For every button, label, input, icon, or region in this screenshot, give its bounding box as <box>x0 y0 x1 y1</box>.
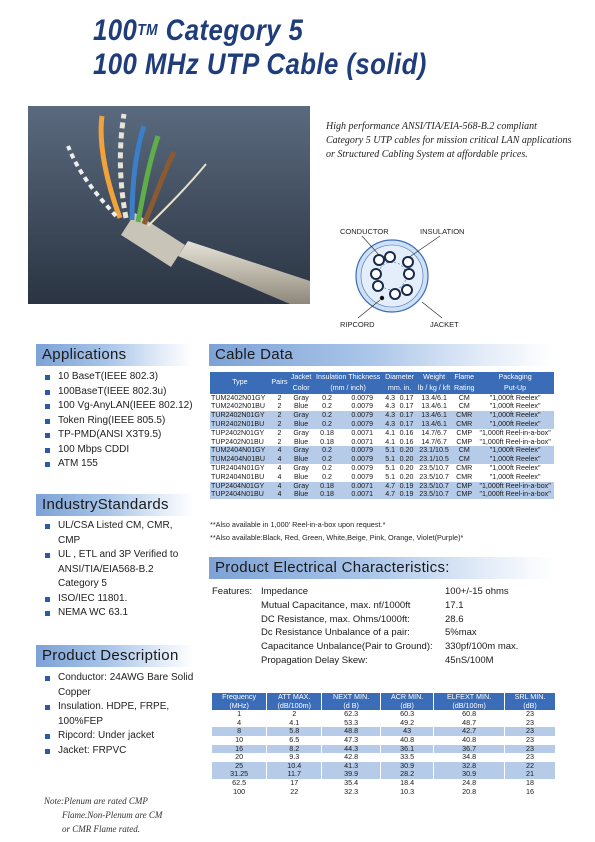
cell-type: TUP2404N01BU <box>210 490 270 499</box>
application-item: Token Ring(IEEE 805.5) <box>44 414 204 429</box>
label-jacket: JACKET <box>430 320 459 329</box>
cell-att: 2 <box>267 710 322 719</box>
cell-flame: CM <box>452 402 476 411</box>
cell-color: Blue <box>289 455 313 464</box>
cell-f: 16 <box>212 745 267 754</box>
cell-flame: CMR <box>452 411 476 420</box>
electrical-label: Dc Resistance Unbalance of a pair: <box>261 627 410 639</box>
cell-next: 41.3 <box>322 762 381 771</box>
cable-data-header-row: Type Pairs Jacket Insulation Thickness Diameter Weight Flame Packaging <box>210 372 554 383</box>
cell-acr: 28.2 <box>381 770 434 779</box>
cell-dia-mm: 4.3 <box>383 420 397 429</box>
features-label: Features: <box>212 586 253 597</box>
cell-elfext: 30.9 <box>434 770 505 779</box>
electrical-label: Capacitance Unbalance(Pair to Ground): <box>261 641 433 653</box>
product-item: Ripcord: Under jacket <box>44 729 194 744</box>
cell-type: TUM2404N01GY <box>210 446 270 455</box>
cell-pack: "1,000ft Reelex" <box>476 464 554 473</box>
cell-dia-mm: 5.1 <box>383 455 397 464</box>
cell-weight: 23.1/10.5 <box>416 446 452 455</box>
cell-dia-mm: 5.1 <box>383 464 397 473</box>
cell-next: 44.3 <box>322 745 381 754</box>
cell-srl: 23 <box>505 745 556 754</box>
cell-type: TUR2404N01BU <box>210 473 270 482</box>
product-description-heading: Product Description <box>36 645 194 667</box>
cell-dia-in: 0.20 <box>397 446 416 455</box>
cell-type: TUR2402N01BU <box>210 420 270 429</box>
application-item: 100BaseT(IEEE 802.3u) <box>44 385 204 400</box>
table-row <box>212 745 556 754</box>
product-item: Conductor: 24AWG Bare Solid Copper <box>44 671 194 700</box>
cell-pack: "1,000ft Reelex" <box>476 420 554 429</box>
cell-weight: 23.5/10.7 <box>416 490 452 499</box>
cell-ins-mm: 0.18 <box>313 438 341 447</box>
cable-data-footnote-1: **Also available in 1,000' Reel-in-a-box upon request.* <box>210 520 386 529</box>
cell-pack: "1,000ft Reel-in-a-box" <box>476 490 554 499</box>
cell-elfext: 60.8 <box>434 710 505 719</box>
cell-ins-mm: 0.2 <box>313 402 341 411</box>
label-ripcord: RIPCORD <box>340 320 375 329</box>
cell-next: 32.3 <box>322 788 381 797</box>
cell-color: Gray <box>289 482 313 491</box>
title-line-2: 100 MHz UTP Cable (solid) <box>93 48 427 81</box>
table-row <box>210 455 554 464</box>
table-row <box>212 770 556 779</box>
table-row <box>210 394 554 403</box>
cell-att: 9.3 <box>267 753 322 762</box>
cell-pairs: 4 <box>270 473 289 482</box>
cell-flame: CM <box>452 446 476 455</box>
cell-flame: CM <box>452 394 476 403</box>
cell-ins-in: 0.0079 <box>341 455 383 464</box>
cell-color: Blue <box>289 490 313 499</box>
cable-data-heading: Cable Data <box>209 344 553 366</box>
cell-color: Gray <box>289 464 313 473</box>
table-row <box>212 719 556 728</box>
cell-type: TUR2404N01GY <box>210 464 270 473</box>
label-conductor: CONDUCTOR <box>340 227 389 236</box>
cell-elfext: 48.7 <box>434 719 505 728</box>
cell-dia-in: 0.20 <box>397 455 416 464</box>
cell-ins-in: 0.0071 <box>341 438 383 447</box>
cell-pack: "1,000ft Reelex" <box>476 473 554 482</box>
cell-weight: 13.4/6.1 <box>416 394 452 403</box>
cell-color: Gray <box>289 446 313 455</box>
cell-pairs: 2 <box>270 394 289 403</box>
attenuation-table: Frequency ATT MAX. NEXT MIN. ACR MIN. ELFEXT MIN. SRL MIN. (MHz) (dB/100m) (d B) (dB) (dB/100m) (dB) 1 2 62.3 60.3 60.8 23 4 4.1 53.3 49.2 48.7 23 8 5.8 48.8 43 42.7 23 10 6.5 47.3 40.8 40.8 23 16 8.2 44.3 36.1 36.7 23 20 9.3 42.8 33.5 34.8 23 25 10.4 41.3 30.9 32.8 22 31.25 11.7 39.9 28.2 30.9 21 62.5 17 35.4 18.4 24.8 18 100 22 32.3 10.3 20.8 16 <box>212 693 556 796</box>
plenum-note: Note:Plenum are rated CMP Flame.Non-Plenum are CM or CMR Flame rated. <box>44 796 163 834</box>
cell-ins-in: 0.0079 <box>341 464 383 473</box>
table-row <box>212 788 556 797</box>
cell-pairs: 4 <box>270 455 289 464</box>
cell-dia-mm: 4.7 <box>383 482 397 491</box>
cell-ins-mm: 0.2 <box>313 394 341 403</box>
cell-dia-mm: 4.7 <box>383 490 397 499</box>
cell-f: 31.25 <box>212 770 267 779</box>
cell-elfext: 32.8 <box>434 762 505 771</box>
application-item: TP-PMD(ANSI X3T9.5) <box>44 428 204 443</box>
cell-dia-mm: 4.3 <box>383 411 397 420</box>
electrical-value: 330pf/100m max. <box>445 641 519 653</box>
cell-ins-in: 0.0079 <box>341 394 383 403</box>
cell-dia-in: 0.19 <box>397 482 416 491</box>
cell-flame: CM <box>452 455 476 464</box>
electrical-value: 5%max <box>445 627 477 639</box>
cell-ins-in: 0.0079 <box>341 473 383 482</box>
cell-elfext: 42.7 <box>434 727 505 736</box>
cable-data-footnote-2: **Also available:Black, Red, Green, White,Beige, Pink, Orange, Violet(Purple)* <box>210 533 464 542</box>
cell-dia-mm: 4.1 <box>383 429 397 438</box>
cell-att: 6.5 <box>267 736 322 745</box>
cell-srl: 23 <box>505 753 556 762</box>
cell-acr: 30.9 <box>381 762 434 771</box>
cable-cross-section-diagram <box>322 222 472 332</box>
cell-weight: 23.5/10.7 <box>416 482 452 491</box>
electrical-label: Mutual Capacitance, max. nf/1000ft <box>261 599 411 611</box>
cell-ins-in: 0.0079 <box>341 420 383 429</box>
table-row <box>212 762 556 771</box>
standards-heading: IndustryStandards <box>36 494 194 516</box>
table-row <box>210 438 554 447</box>
cell-srl: 18 <box>505 779 556 788</box>
cell-srl: 23 <box>505 710 556 719</box>
cell-color: Blue <box>289 438 313 447</box>
cell-dia-in: 0.17 <box>397 411 416 420</box>
cell-pack: "1,000ft Reel-in-a-box" <box>476 482 554 491</box>
applications-heading: Applications <box>36 344 192 366</box>
table-row <box>210 446 554 455</box>
cell-att: 5.8 <box>267 727 322 736</box>
cell-dia-mm: 4.1 <box>383 438 397 447</box>
cell-weight: 14.7/6.7 <box>416 438 452 447</box>
intro-text: High performance ANSI/TIA/EIA-568-B.2 compliant Category 5 UTP cables for mission critical LAN applications or Structured Cabling System at affordable prices. <box>326 121 572 160</box>
cell-dia-in: 0.20 <box>397 473 416 482</box>
cell-type: TUM2402N01GY <box>210 394 270 403</box>
cell-flame: CMP <box>452 482 476 491</box>
cell-pack: "1,000ft Reelex" <box>476 455 554 464</box>
table-row <box>212 727 556 736</box>
cell-next: 35.4 <box>322 779 381 788</box>
cell-srl: 23 <box>505 736 556 745</box>
cell-weight: 23.1/10.5 <box>416 455 452 464</box>
cell-f: 25 <box>212 762 267 771</box>
cell-elfext: 24.8 <box>434 779 505 788</box>
cell-srl: 16 <box>505 788 556 797</box>
cell-dia-in: 0.17 <box>397 420 416 429</box>
cell-att: 8.2 <box>267 745 322 754</box>
cell-pairs: 4 <box>270 490 289 499</box>
cell-color: Gray <box>289 429 313 438</box>
cell-ins-in: 0.0071 <box>341 490 383 499</box>
cell-pairs: 4 <box>270 446 289 455</box>
cell-dia-in: 0.20 <box>397 464 416 473</box>
cell-flame: CMP <box>452 429 476 438</box>
cell-att: 11.7 <box>267 770 322 779</box>
table-row <box>210 411 554 420</box>
cell-pack: "1,000ft Reelex" <box>476 394 554 403</box>
applications-list <box>44 370 204 472</box>
standards-list <box>44 519 194 621</box>
cell-elfext: 20.8 <box>434 788 505 797</box>
cell-att: 4.1 <box>267 719 322 728</box>
cell-elfext: 34.8 <box>434 753 505 762</box>
cell-ins-in: 0.0071 <box>341 429 383 438</box>
cell-f: 62.5 <box>212 779 267 788</box>
cell-pairs: 2 <box>270 438 289 447</box>
cell-dia-mm: 5.1 <box>383 473 397 482</box>
table-row <box>210 473 554 482</box>
application-item: ATM 155 <box>44 457 204 472</box>
cell-ins-mm: 0.18 <box>313 482 341 491</box>
cell-color: Blue <box>289 402 313 411</box>
cell-pairs: 2 <box>270 411 289 420</box>
cell-ins-in: 0.0079 <box>341 446 383 455</box>
cell-pairs: 4 <box>270 464 289 473</box>
cell-flame: CMP <box>452 438 476 447</box>
cell-acr: 60.3 <box>381 710 434 719</box>
table-row <box>210 482 554 491</box>
cell-f: 10 <box>212 736 267 745</box>
cell-color: Gray <box>289 411 313 420</box>
table-row <box>212 710 556 719</box>
cell-color: Blue <box>289 420 313 429</box>
cell-weight: 13.4/6.1 <box>416 420 452 429</box>
cell-acr: 33.5 <box>381 753 434 762</box>
cell-color: Gray <box>289 394 313 403</box>
electrical-value: 17.1 <box>445 599 464 611</box>
cell-weight: 23.5/10.7 <box>416 473 452 482</box>
table-row <box>210 490 554 499</box>
cell-type: TUR2402N01GY <box>210 411 270 420</box>
cell-weight: 23.5/10.7 <box>416 464 452 473</box>
cell-color: Blue <box>289 473 313 482</box>
cell-f: 4 <box>212 719 267 728</box>
cell-next: 47.3 <box>322 736 381 745</box>
cell-type: TUP2404N01GY <box>210 482 270 491</box>
cell-dia-mm: 4.3 <box>383 394 397 403</box>
cell-pack: "1,000ft Reelex" <box>476 446 554 455</box>
cell-acr: 40.8 <box>381 736 434 745</box>
cell-srl: 23 <box>505 719 556 728</box>
attenuation-header-row: Frequency ATT MAX. NEXT MIN. ACR MIN. ELFEXT MIN. SRL MIN. <box>212 693 556 702</box>
electrical-label: Impedance <box>261 586 309 597</box>
cell-pack: "1,000ft Reelex" <box>476 411 554 420</box>
cell-type: TUP2402N01GY <box>210 429 270 438</box>
cell-elfext: 40.8 <box>434 736 505 745</box>
cell-type: TUM2402N01BU <box>210 402 270 411</box>
table-row <box>212 753 556 762</box>
cell-flame: CMR <box>452 473 476 482</box>
cell-ins-mm: 0.2 <box>313 455 341 464</box>
table-row <box>210 402 554 411</box>
cell-ins-mm: 0.2 <box>313 464 341 473</box>
electrical-label: Propagation Delay Skew: <box>261 655 368 666</box>
cell-type: TUP2402N01BU <box>210 438 270 447</box>
cell-f: 8 <box>212 727 267 736</box>
cable-data-table: Type Pairs Jacket Insulation Thickness Diameter Weight Flame Packaging Color (mm / inch) mm. in. lb / kg / kft Rating Put-Up TUM2402N01GY 2 Gray 0.2 0.0079 4.3 0.17 13.4/6.1 CM "1,000ft Reelex" TUM2402N01BU 2 Blue 0.2 0.0079 4.3 0.17 13.4/6.1 CM "1,000ft Reelex" TUR2402N01GY 2 Gray 0.2 0.0079 4.3 0.17 13.4/6.1 CMR "1,000ft Reelex" TUR2402N01BU 2 Blue 0.2 0.0079 4.3 0.17 13.4/6.1 CMR "1,000ft Reelex" TUP2402N01GY 2 Gray 0.18 0.0071 4.1 0.16 14.7/6.7 CMP "1,000ft Reel-in-a-box" TUP2402N01BU 2 Blue 0.18 0.0071 4.1 0.16 14.7/6.7 CMP "1,000ft Reel-in-a-box" TUM2404N01GY 4 Gray 0.2 0.0079 5.1 0.20 23.1/10.5 CM "1,000ft Reelex" TUM2404N01BU 4 Blue 0.2 0.0079 5.1 0.20 23.1/10.5 CM "1,000ft Reelex" TUR2404N01GY 4 Gray 0.2 0.0079 5.1 0.20 23.5/10.7 CMR "1,000ft Reelex" TUR2404N01BU 4 Blue 0.2 0.0079 5.1 0.20 23.5/10.7 CMR "1,000ft Reelex" TUP2404N01GY 4 Gray 0.18 0.0071 4.7 0.19 23.5/10.7 CMP "1,000ft Reel-in-a-box" TUP2404N01BU 4 Blue 0.18 0.0071 4.7 0.19 23.5/10.7 CMP "1,000ft Reel-in-a-box" <box>210 372 554 499</box>
cell-acr: 49.2 <box>381 719 434 728</box>
application-item: 100 Mbps CDDI <box>44 443 204 458</box>
cell-flame: CMR <box>452 464 476 473</box>
cell-dia-mm: 5.1 <box>383 446 397 455</box>
cell-dia-in: 0.19 <box>397 490 416 499</box>
cell-acr: 10.3 <box>381 788 434 797</box>
product-description-list <box>44 671 194 758</box>
table-row <box>210 464 554 473</box>
cell-weight: 14.7/6.7 <box>416 429 452 438</box>
title-line-1: 100™ Category 5 <box>93 14 304 47</box>
cell-weight: 13.4/6.1 <box>416 411 452 420</box>
cell-f: 20 <box>212 753 267 762</box>
cell-type: TUM2404N01BU <box>210 455 270 464</box>
cell-flame: CMP <box>452 490 476 499</box>
application-item: 100 Vg-AnyLAN(IEEE 802.12) <box>44 399 204 414</box>
cell-weight: 13.4/6.1 <box>416 402 452 411</box>
cell-ins-mm: 0.2 <box>313 473 341 482</box>
cell-ins-mm: 0.18 <box>313 429 341 438</box>
cell-dia-in: 0.17 <box>397 394 416 403</box>
cell-ins-mm: 0.2 <box>313 420 341 429</box>
cell-next: 39.9 <box>322 770 381 779</box>
cell-next: 62.3 <box>322 710 381 719</box>
cell-att: 22 <box>267 788 322 797</box>
standard-item: UL/CSA Listed CM, CMR, CMP <box>44 519 194 548</box>
electrical-value: 28.6 <box>445 613 464 625</box>
cell-flame: CMR <box>452 420 476 429</box>
cell-pairs: 2 <box>270 402 289 411</box>
electrical-value: 100+/-15 ohms <box>445 586 509 597</box>
cell-pairs: 2 <box>270 420 289 429</box>
cell-pack: "1,000ft Reel-in-a-box" <box>476 429 554 438</box>
cell-ins-mm: 0.2 <box>313 411 341 420</box>
cell-srl: 23 <box>505 727 556 736</box>
cell-pairs: 2 <box>270 429 289 438</box>
cell-srl: 21 <box>505 770 556 779</box>
cell-f: 1 <box>212 710 267 719</box>
electrical-heading: Product Electrical Characteristics: <box>209 557 553 579</box>
cell-next: 53.3 <box>322 719 381 728</box>
cell-next: 42.8 <box>322 753 381 762</box>
cell-ins-mm: 0.18 <box>313 490 341 499</box>
cell-srl: 22 <box>505 762 556 771</box>
cell-next: 48.8 <box>322 727 381 736</box>
table-row <box>210 420 554 429</box>
standard-item: NEMA WC 63.1 <box>44 606 194 621</box>
table-row <box>212 779 556 788</box>
cell-pairs: 4 <box>270 482 289 491</box>
label-insulation: INSULATION <box>420 227 465 236</box>
table-row <box>210 429 554 438</box>
cell-dia-in: 0.16 <box>397 438 416 447</box>
electrical-value: 45nS/100M <box>445 655 494 666</box>
cell-acr: 43 <box>381 727 434 736</box>
electrical-label: DC Resistance, max. Ohms/1000ft: <box>261 613 410 625</box>
cell-att: 17 <box>267 779 322 788</box>
cell-dia-in: 0.17 <box>397 402 416 411</box>
table-row <box>212 736 556 745</box>
page-title <box>93 14 427 82</box>
cell-acr: 36.1 <box>381 745 434 754</box>
cell-ins-in: 0.0071 <box>341 482 383 491</box>
cell-elfext: 36.7 <box>434 745 505 754</box>
standard-item: UL , ETL and 3P Verified to ANSI/TIA/EIA568-B.2 Category 5 <box>44 548 194 592</box>
cell-pack: "1,000ft Reelex" <box>476 402 554 411</box>
cell-att: 10.4 <box>267 762 322 771</box>
cell-acr: 18.4 <box>381 779 434 788</box>
product-item: Insulation. HDPE, FRPE, 100%FEP <box>44 700 194 729</box>
cell-f: 100 <box>212 788 267 797</box>
cell-dia-mm: 4.3 <box>383 402 397 411</box>
cell-ins-in: 0.0079 <box>341 411 383 420</box>
standard-item: ISO/IEC 11801. <box>44 592 194 607</box>
cell-pack: "1,000ft Reel-in-a-box" <box>476 438 554 447</box>
cell-ins-in: 0.0079 <box>341 402 383 411</box>
cell-dia-in: 0.16 <box>397 429 416 438</box>
product-item: Jacket: FRPVC <box>44 744 194 759</box>
cable-photo <box>28 106 310 304</box>
application-item: 10 BaseT(IEEE 802.3) <box>44 370 204 385</box>
cell-ins-mm: 0.2 <box>313 446 341 455</box>
